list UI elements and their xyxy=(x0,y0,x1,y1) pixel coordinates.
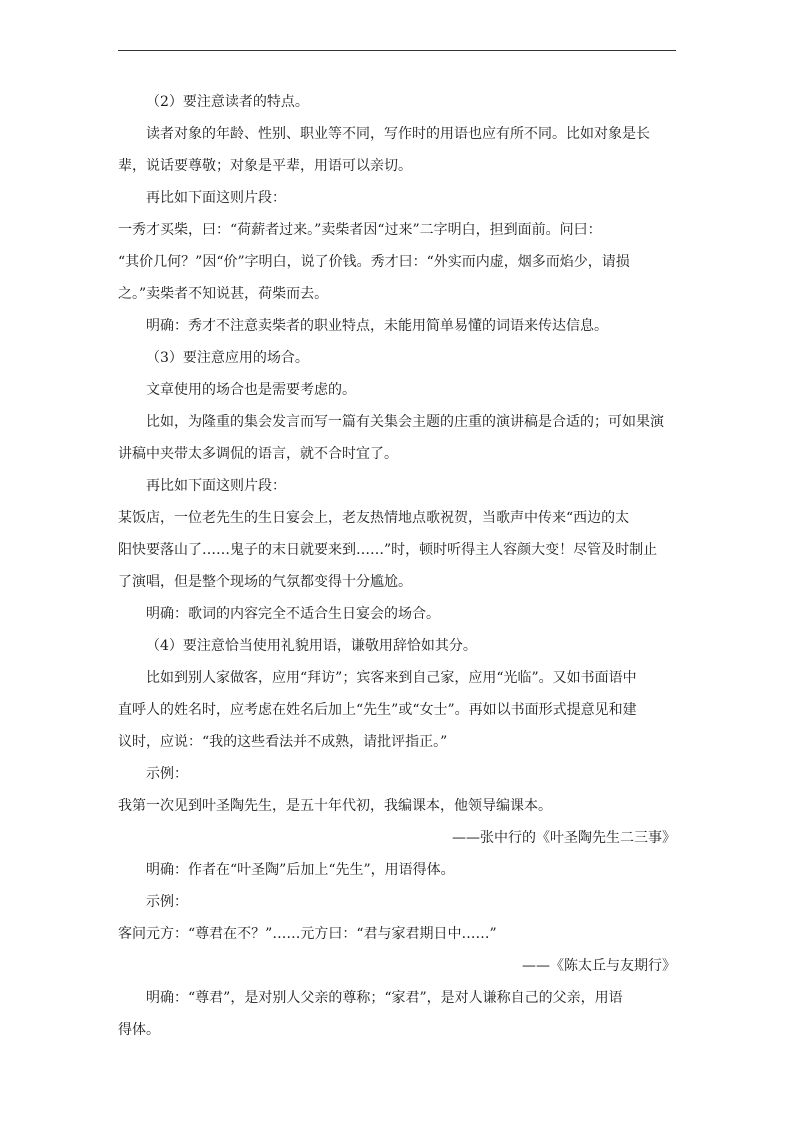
excerpt-line: 了演唱，但是整个现场的气氛都变得十分尴尬。 xyxy=(118,574,412,590)
explanation-line: 明确：歌词的内容完全不适合生日宴会的场合。 xyxy=(146,606,440,622)
section-heading-4: （4）要注意恰当使用礼貌用语，谦敬用辞恰如其分。 xyxy=(146,638,477,654)
paragraph-line: 文章使用的场合也是需要考虑的。 xyxy=(146,382,356,398)
paragraph-line: 再比如下面这则片段： xyxy=(146,478,286,494)
example-quote: 我第一次见到叶圣陶先生，是五十年代初，我编课本，他领导编课本。 xyxy=(118,798,552,814)
paragraph-line: 辈，说话要尊敬；对象是平辈，用语可以亲切。 xyxy=(118,158,412,174)
excerpt-line: 之。”卖柴者不知说甚，荷柴而去。 xyxy=(118,286,329,302)
section-heading-3: （3）要注意应用的场合。 xyxy=(146,350,309,366)
paragraph-line: 比如到别人家做客，应用“拜访”；宾客来到自己家，应用“光临”。又如书面语中 xyxy=(146,670,637,686)
paragraph-line: 直呼人的姓名时，应考虑在姓名后加上“先生”或“女士”。再如以书面形式提意见和建 xyxy=(118,702,637,718)
excerpt-line: 一秀才买柴，曰：“荷薪者过来。”卖柴者因“过来”二字明白，担到面前。问曰： xyxy=(118,222,602,238)
section-heading-2: （2）要注意读者的特点。 xyxy=(146,94,309,110)
example-label: 示例： xyxy=(146,766,188,782)
excerpt-line: 阳快要落山了……鬼子的末日就要来到……”时，顿时听得主人容颜大变！尽管及时制止 xyxy=(118,542,658,558)
explanation-line: 明确：作者在“叶圣陶”后加上“先生”，用语得体。 xyxy=(146,862,455,878)
explanation-line: 明确：秀才不注意卖柴者的职业特点，未能用简单易懂的词语来传达信息。 xyxy=(146,318,608,334)
example-source: ——张中行的《叶圣陶先生二三事》 xyxy=(452,830,676,846)
example-quote: 客问元方：“尊君在不？”……元方曰：“君与家君期日中……” xyxy=(118,926,497,942)
paragraph-line: 读者对象的年龄、性别、职业等不同，写作时的用语也应有所不同。比如对象是长 xyxy=(146,126,650,142)
excerpt-line: “其价几何？”因“价”字明白，说了价钱。秀才曰：“外实而内虚，烟多而焰少，请损 xyxy=(118,254,630,270)
example-label: 示例： xyxy=(146,894,188,910)
header-rule xyxy=(118,50,676,51)
paragraph-line: 比如，为隆重的集会发言而写一篇有关集会主题的庄重的演讲稿是合适的；可如果演 xyxy=(146,414,664,430)
example-source: ——《陈太丘与友期行》 xyxy=(522,958,676,974)
paragraph-line: 议时，应说：“我的这些看法并不成熟，请批评指正。” xyxy=(118,734,448,750)
explanation-line: 得体。 xyxy=(118,1022,160,1038)
excerpt-line: 某饭店，一位老先生的生日宴会上，老友热情地点歌祝贺，当歌声中传来“西边的太 xyxy=(118,510,630,526)
explanation-line: 明确：“尊君”，是对别人父亲的尊称；“家君”，是对人谦称自己的父亲，用语 xyxy=(146,990,623,1006)
paragraph-line: 再比如下面这则片段： xyxy=(146,190,286,206)
paragraph-line: 讲稿中夹带太多调侃的语言，就不合时宜了。 xyxy=(118,446,398,462)
